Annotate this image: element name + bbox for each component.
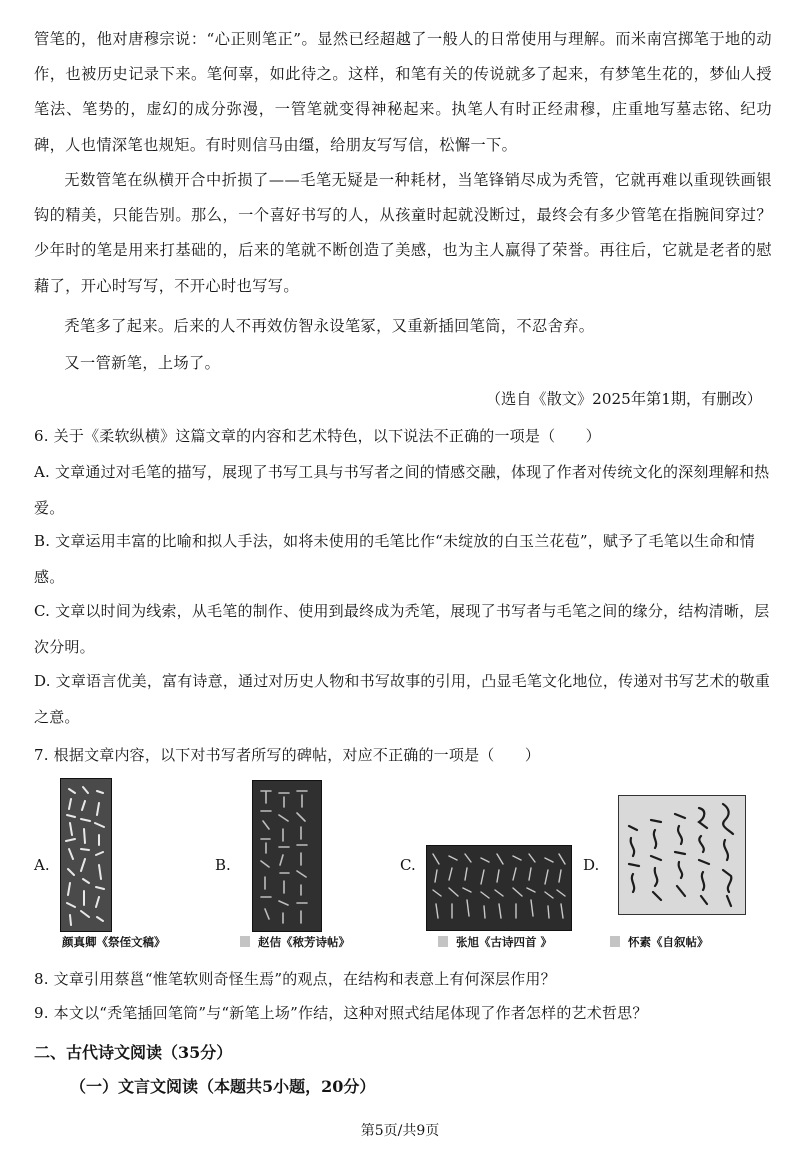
calligraphy-image-d (618, 795, 746, 915)
option-d-caption: 怀素《自叙帖》 (628, 935, 709, 949)
calligraphy-strokes-a (61, 779, 111, 931)
option-b-letter: B. (215, 856, 231, 874)
calligraphy-strokes-b (253, 781, 321, 931)
calligraphy-strokes-d (619, 796, 745, 914)
caption-blur-d (610, 936, 620, 947)
option-c-letter: C. (400, 856, 416, 874)
caption-blur-b (240, 936, 250, 947)
article-paragraph-3: 秃笔多了起来。后来的人不再效仿智永设笔冢，又重新插回笔筒，不忍舍弃。 (64, 317, 595, 335)
question-6-stem: 6. 关于《柔软纵横》这篇文章的内容和艺术特色，以下说法不正确的一项是（ ） (34, 427, 601, 445)
option-d-letter: D. (583, 856, 600, 874)
section-heading-2: 二、古代诗文阅读（35分） (34, 1043, 233, 1062)
page-footer: 第5页/共9页 (360, 1123, 440, 1139)
caption-blur-c (438, 936, 448, 947)
option-a-letter: A. (34, 856, 50, 874)
option-b-caption: 赵佶《秾芳诗帖》 (258, 935, 350, 949)
option-a-caption: 颜真卿《祭侄文稿》 (62, 935, 166, 949)
question-6-option-a: A. 文章通过对毛笔的描写，展现了书写工具与书写者之间的情感交融，体现了作者对传统文化的深刻理解和热爱。 (34, 463, 770, 517)
question-6-option-d: D. 文章语言优美，富有诗意，通过对历史人物和书写故事的引用，凸显毛笔文化地位，传递对书写艺术的敬重之意。 (34, 672, 771, 726)
option-c-caption: 张旭《古诗四首 》 (456, 935, 553, 949)
article-source: （选自《散文》2025年第1期，有删改） (485, 390, 762, 408)
question-8: 8. 文章引用蔡邕“惟笔软则奇怪生焉”的观点，在结构和表意上有何深层作用？ (34, 970, 556, 988)
calligraphy-image-c (426, 845, 572, 931)
subsection-heading-2-1: （一）文言文阅读（本题共5小题，20分） (70, 1077, 376, 1096)
question-6-option-c: C. 文章以时间为线索，从毛笔的制作、使用到最终成为秃笔，展现了书写者与毛笔之间的缘分，结构清晰，层次分明。 (34, 602, 770, 656)
question-6-option-b: B. 文章运用丰富的比喻和拟人手法，如将未使用的毛笔比作“未绽放的白玉兰花苞”，赋予了毛笔以生命和情感。 (34, 532, 755, 586)
calligraphy-image-a (60, 778, 112, 932)
calligraphy-image-b (252, 780, 322, 932)
article-paragraph-2: 无数管笔在纵横开合中折损了——毛笔无疑是一种耗材，当笔锋销尽成为秃管，它就再难以重现铁画银钩的精美，只能告别。那么，一个喜好书写的人，从孩童时起就没断过，最终会有多少管笔在指腕间穿过？少年时的笔是用来打基础的，后来的笔就不断创造了美感，也为主人赢得了荣誉。再往后，它就是老者的慰藉了，开心时写写，不开心时也写写。 (34, 171, 772, 295)
calligraphy-strokes-c (427, 846, 571, 930)
question-9: 9. 本文以“秃笔插回笔筒”与“新笔上场”作结，这种对照式结尾体现了作者怎样的艺术哲思？ (34, 1004, 648, 1022)
article-paragraph-4: 又一管新笔，上场了。 (64, 354, 221, 372)
question-7-stem: 7. 根据文章内容，以下对书写者所写的碑帖，对应不正确的一项是（ ） (34, 746, 541, 764)
article-paragraph-1: 管笔的，他对唐穆宗说：“心正则笔正”。显然已经超越了一般人的日常使用与理解。而米南宫掷笔于地的动作，也被历史记录下来。笔何辜，如此待之。这样，和笔有关的传说就多了起来，有梦笔生花的，梦仙人授笔法、笔势的，虚幻的成分弥漫，一管笔就变得神秘起来。执笔人有时正经肃穆，庄重地写墓志铭、纪功碑，人也情深笔也规矩。有时则信马由缰，给朋友写写信，松懈一下。 (34, 30, 772, 154)
